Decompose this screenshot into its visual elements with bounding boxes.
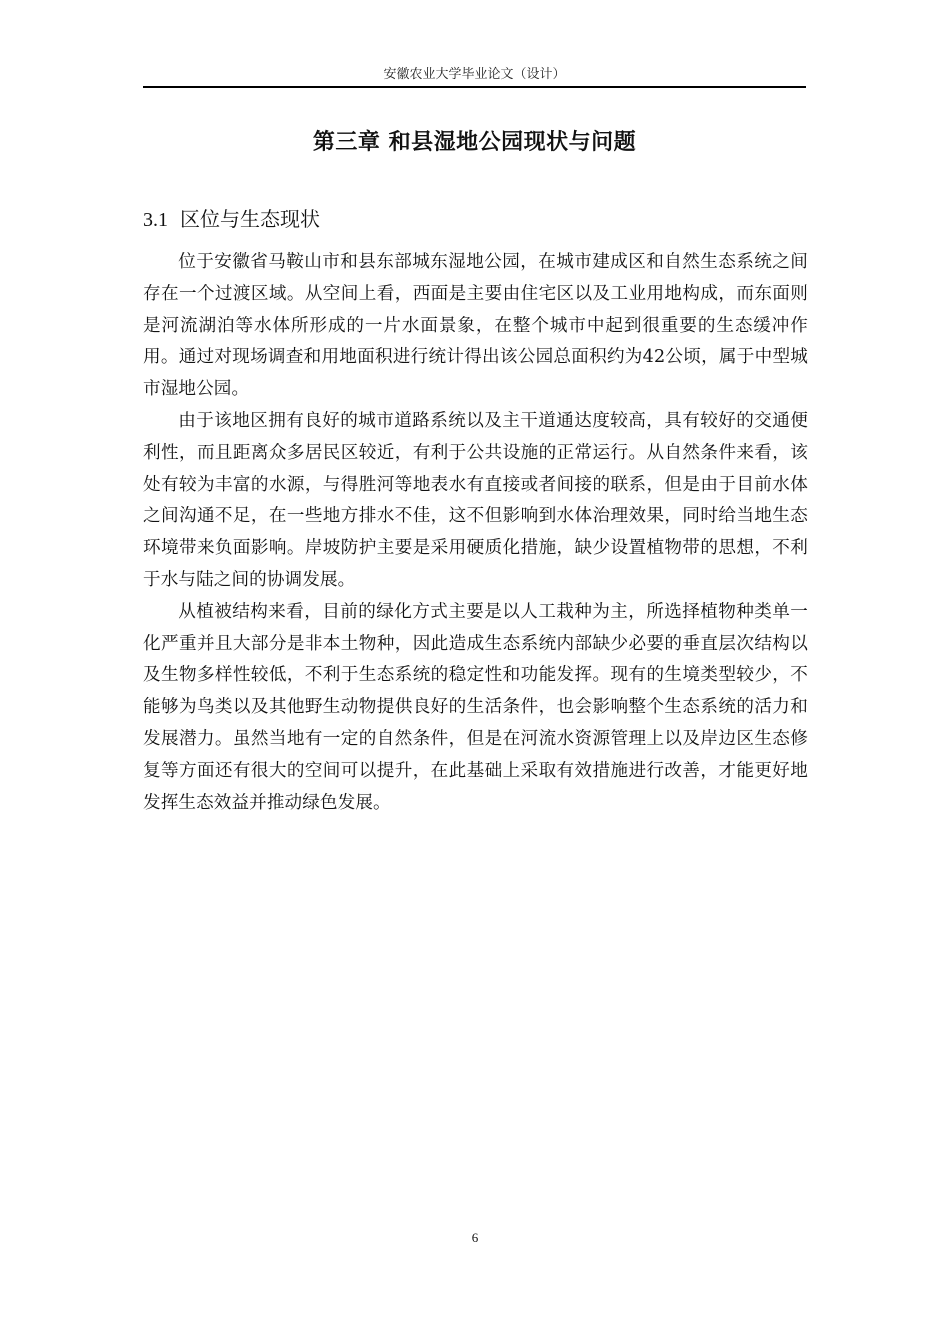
page-number: 6 [471, 1230, 479, 1245]
paragraph-vegetation: 从植被结构来看，目前的绿化方式主要是以人工栽种为主，所选择植物种类单一化严重并且大部分是非本土物种，因此造成生态系统内部缺少必要的垂直层次结构以及生物多样性较低，不利于生态系统的稳定性和功能发挥。现有的生境类型较少，不能够为鸟类以及其他野生动物提供良好的生活条件，也会影响整个生态系统的活力和发展潜力。虽然当地有一定的自然条件，但是在河流水资源管理上以及岸边区生态修复等方面还有很大的空间可以提升，在此基础上采取有效措施进行改善，才能更好地发挥生态效益并推动绿色发展。 [143, 601, 808, 813]
section-number: 3.1 [143, 209, 168, 231]
section-title: 区位与生态现状 [180, 207, 320, 231]
paragraph-location: 位于安徽省马鞍山市和县东部城东湿地公园，在城市建成区和自然生态系统之间存在一个过渡区域。从空间上看，西面是主要由住宅区以及工业用地构成，而东面则是河流湖泊等水体所形成的一片水面景象，在整个城市中起到很重要的生态缓冲作用。通过对现场调查和用地面积进行统计得出该公园总面积约为42公顷，属于中型城市湿地公园。 [143, 252, 808, 400]
body-text [143, 247, 808, 819]
running-title: 安徽农业大学毕业论文（设计） [383, 67, 566, 82]
section-heading [143, 202, 320, 237]
chapter-title: 第三章 和县湿地公园现状与问题 [312, 130, 637, 155]
paragraph-transport-water: 由于该地区拥有良好的城市道路系统以及主干道通达度较高，具有较好的交通便利性，而且距离众多居民区较近，有利于公共设施的正常运行。从自然条件来看，该处有较为丰富的水源，与得胜河等地表水有直接或者间接的联系，但是由于目前水体之间沟通不足，在一些地方排水不佳，这不但影响到水体治理效果，同时给当地生态环境带来负面影响。岸坡防护主要是采用硬质化措施，缺少设置植物带的思想，不利于水与陆之间的协调发展。 [143, 410, 808, 590]
page-header [143, 64, 806, 88]
